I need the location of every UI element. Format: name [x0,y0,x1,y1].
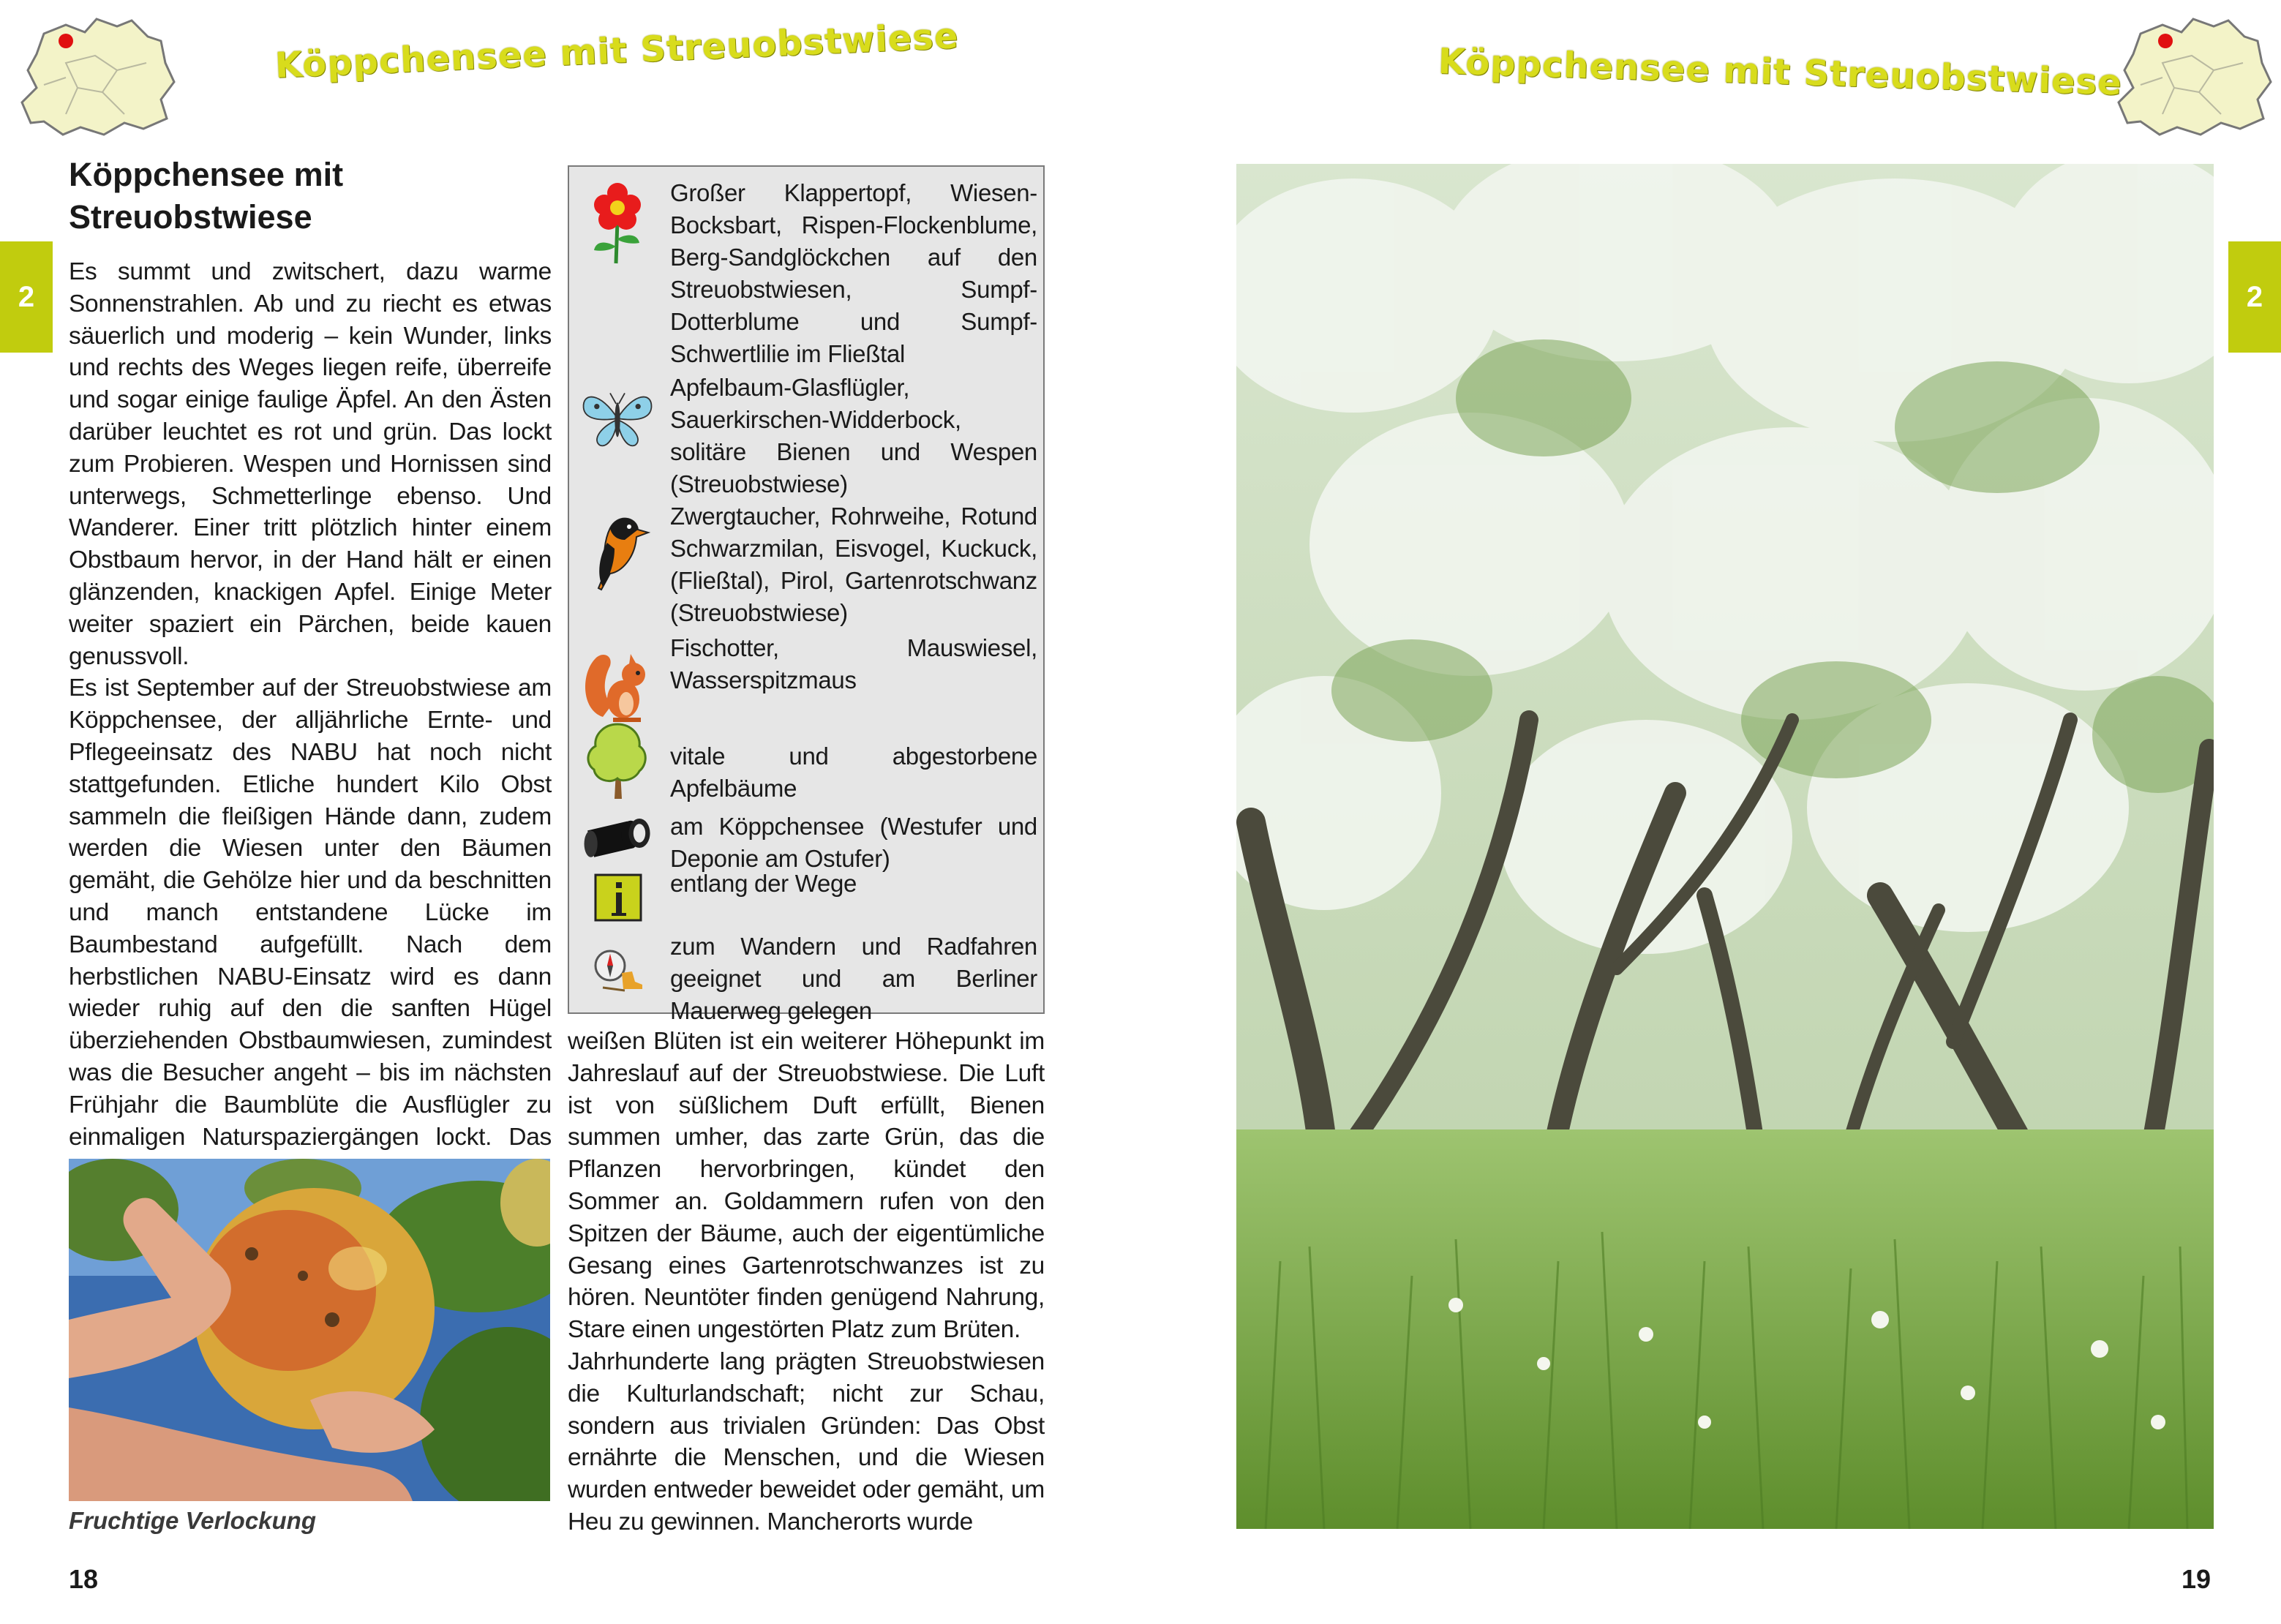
page-number: 19 [2182,1564,2212,1594]
paragraph: weißen Blüten ist ein weiterer Höhepunkt im Jahreslauf auf der Streuobstwiese. Die Luft ist von süßlichem Duft erfüllt, Bienen summen umher, das zarte Grün, das die Pflanzen hervorbringen, kündet den Sommer an. Goldammern rufen von den Spitzen der Bäume, auch der eigentümliche Gesang eines Gartenrotschwanzes ist zu hören. Neuntöter finden genügend Nahrung, Stare einen ungestörten Platz zum Brüten. [568,1028,1045,1344]
chapter-tab: 2 [2228,241,2281,353]
paragraph: Es summt und zwitschert, dazu warme Sonnenstrahlen. Ab und zu riecht es etwas säuerlich und moderig – kein Wunder, links und rechts des Weges liegen reife, überreife und sogar einige faulige Äpfel. An den Ästen darüber leuchtet es rot und grün. Das lockt zum Probieren. Wespen und Hornissen sind unterwegs, Schmetterlinge ebenso. Und Wanderer. Einer tritt plötzlich hinter einem Obstbaum hervor, in der Hand hält er einen glänzenden, knackigen Apfel. Einige Meter weiter spaziert ein Pärchen, beide kauen genussvoll. [69,258,552,670]
info-text: Zwergtaucher, Rohrweihe, Rotund Schwarzmilan, Eisvogel, Kuckuck, (Fließtal), Pirol, Gartenrotschwanz (Streuobstwiese) [670,503,1037,626]
running-header-left: Köppchensee mit Streuobstwiese [274,15,960,86]
tree-icon [581,720,654,800]
info-text: Großer Klappertopf, Wiesen-Bocksbart, Rispen-Flockenblume, Berg-Sandglöckchen auf den Streuobstwiesen, Sumpf-Dotterblume und Sumpf-Schwertlilie im Fließtal [670,179,1037,367]
berlin-map-icon [15,12,179,142]
info-text: vitale und abgestorbene Apfelbäume [670,743,1037,802]
info-text: zum Wandern und Radfahren geeignet und am Berliner Mauerweg gelegen [670,933,1037,1024]
info-text: Apfelbaum-Glasflügler, Sauerkirschen-Widderbock, solitäre Bienen und Wespen (Streuobstwiese) [670,374,1037,497]
info-icon [594,873,645,925]
chapter-tab: 2 [0,241,53,353]
info-text: entlang der Wege [670,870,857,897]
binoculars-icon [581,815,654,866]
orchard-blossom-photo [1236,164,2214,1529]
page-number: 18 [69,1564,99,1594]
squirrel-icon [581,644,654,724]
butterfly-icon [581,382,654,455]
paragraph: Es ist September auf der Streuobstwiese am Köppchensee, der alljährliche Ernte- und Pflegeeinsatz des NABU hat noch nicht stattgefunden. Etliche hundert Kilo Obst sammeln die fleißigen Hände dann, zudem werden die Wiesen unter den Bäumen gemäht, die Gehölze hier und da beschnitten und manch entstandene Lücke im Baumbestand aufgefüllt. Nach dem herbstlichen NABU-Einsatz wird es dann wieder ruhig auf den die sanften Hügel überziehenden Obstbaumwiesen, zumindest was die Besucher angeht – bis im nächsten Frühjahr die Baumblüte die Ausflügler zu einmaligen Naturspaziergängen lockt. Das [69,674,552,1151]
bird-icon [581,506,654,594]
body-column-right [568,1026,1045,1538]
apple-in-hand-photo [69,1159,550,1501]
info-box [568,165,1045,1024]
photo-caption: Fruchtige Verlockung [69,1507,316,1534]
running-header-right: Köppchensee mit Streuobstwiese [1438,41,2123,104]
body-column-left [69,256,552,1185]
flower-icon [581,177,654,265]
berlin-map-icon [2111,12,2275,142]
info-text: Fischotter, Mauswiesel, Wasserspitzmaus [670,634,1037,693]
paragraph: Jahrhunderte lang prägten Streuobstwiesen die Kulturlandschaft; nicht zur Schau, sondern aus trivialen Gründen: Das Obst ernährte die Menschen, und die Wiesen wurden entweder beweidet oder gemäht, um Heu zu gewinnen. Mancherorts wurde [568,1347,1045,1535]
compass-boots-icon [581,944,654,995]
article-title: Köppchensee mit Streuobstwiese [69,156,344,236]
info-text: am Köppchensee (Westufer und Deponie am Ostufer) [670,813,1037,872]
